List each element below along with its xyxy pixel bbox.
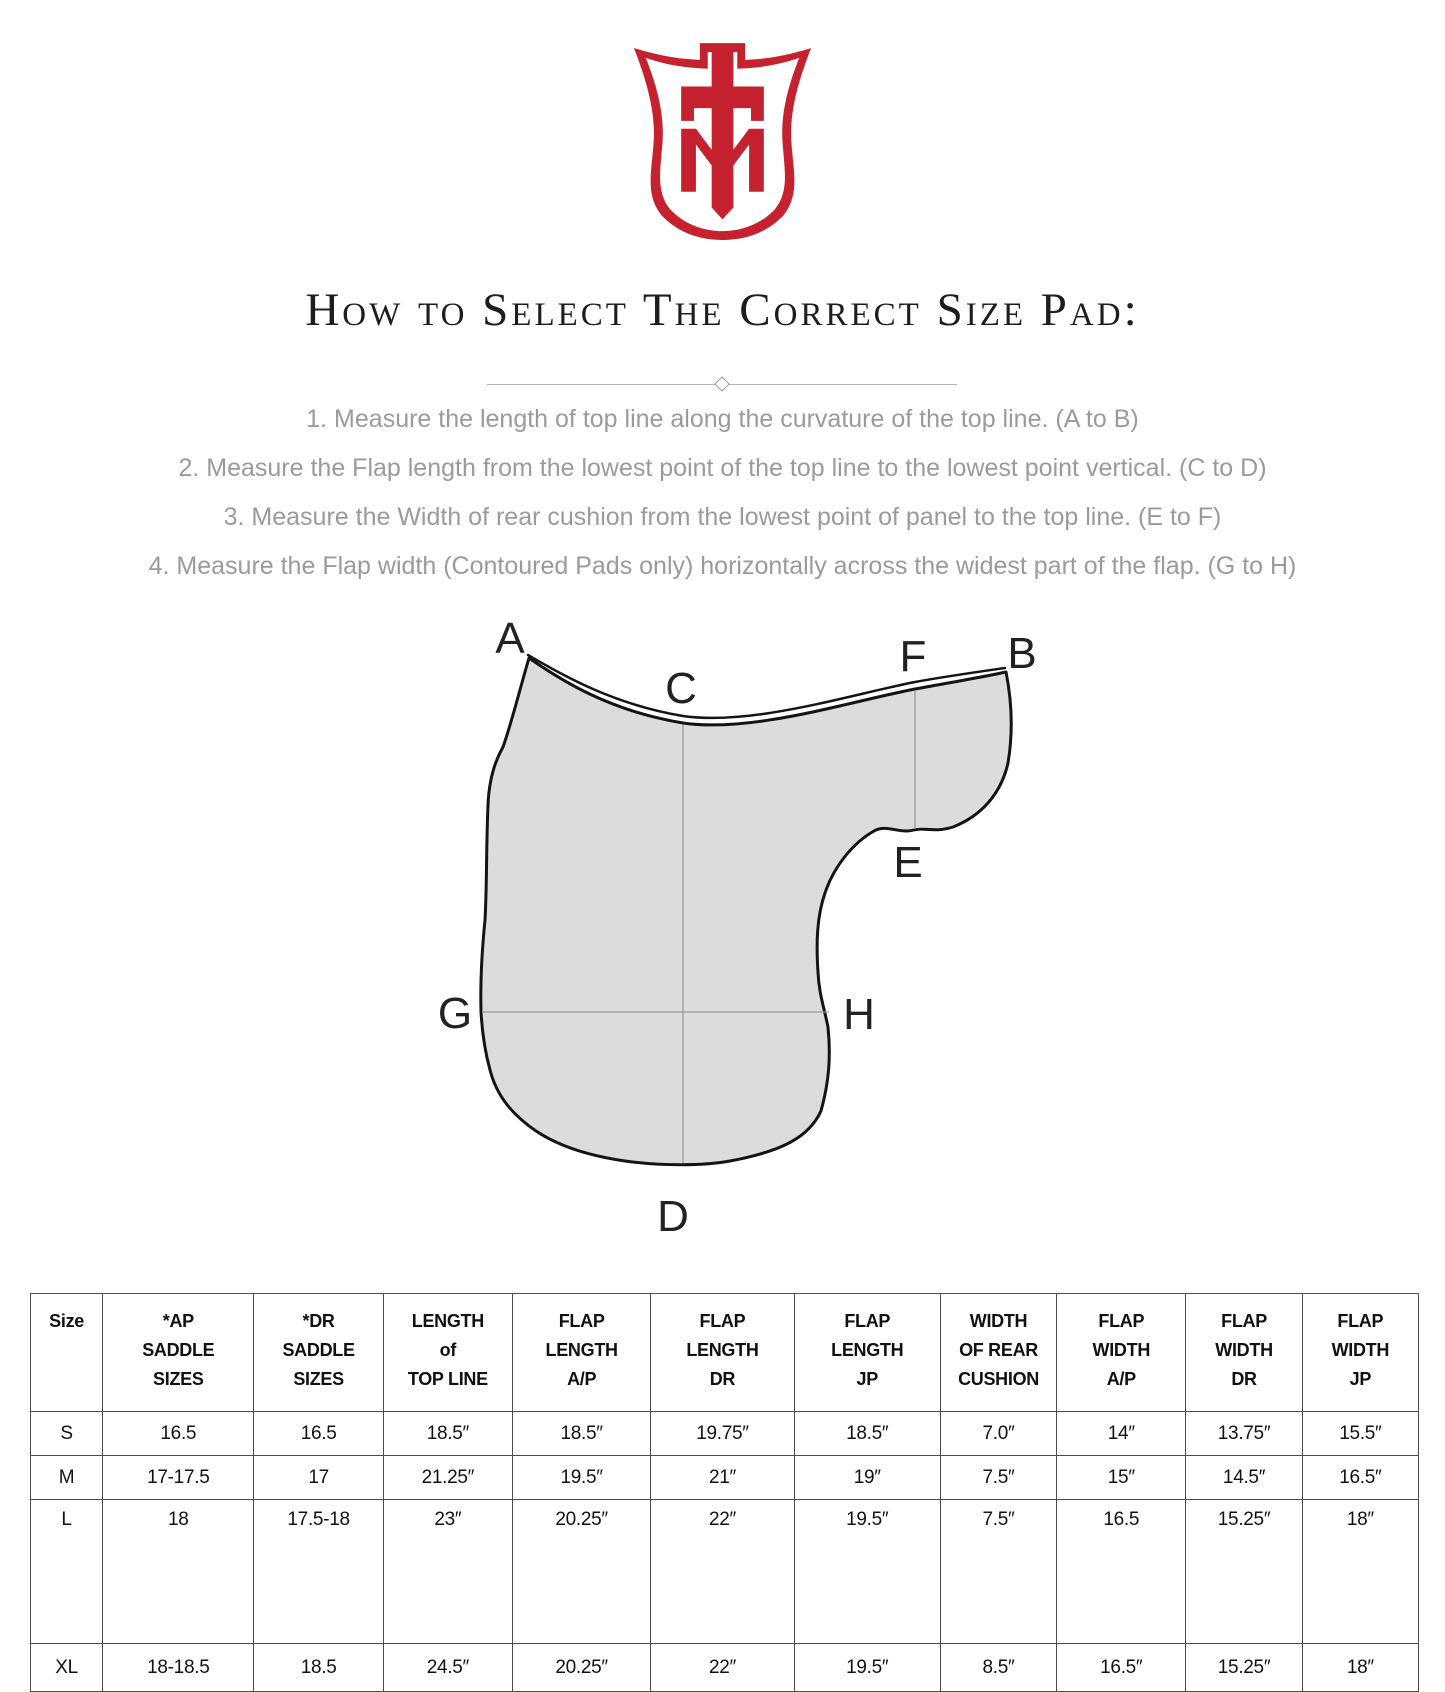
diagram-label-e: E xyxy=(893,838,923,887)
table-cell: 17 xyxy=(254,1456,383,1500)
size-cell: L xyxy=(31,1500,103,1644)
table-cell: 14.5″ xyxy=(1186,1456,1302,1500)
table-cell: 22″ xyxy=(651,1500,794,1644)
size-cell: XL xyxy=(31,1644,103,1692)
table-cell: 21.25″ xyxy=(383,1456,512,1500)
table-cell: 16.5 xyxy=(103,1412,254,1456)
size-chart-header xyxy=(31,1294,1419,1412)
column-header-8: FLAP WIDTH A/P xyxy=(1057,1294,1186,1412)
column-header-9: FLAP WIDTH DR xyxy=(1186,1294,1302,1412)
table-cell: 18.5 xyxy=(254,1644,383,1692)
table-cell: 20.25″ xyxy=(512,1644,650,1692)
diagram-label-a: A xyxy=(495,614,525,663)
table-cell: 18 xyxy=(103,1500,254,1644)
table-cell: 17.5-18 xyxy=(254,1500,383,1644)
table-cell: 7.0″ xyxy=(940,1412,1056,1456)
column-header-10: FLAP WIDTH JP xyxy=(1302,1294,1418,1412)
table-cell: 23″ xyxy=(383,1500,512,1644)
table-cell: 18.5″ xyxy=(794,1412,940,1456)
table-cell: 19.5″ xyxy=(512,1456,650,1500)
table-cell: 15.5″ xyxy=(1302,1412,1418,1456)
table-cell: 15″ xyxy=(1057,1456,1186,1500)
size-cell: S xyxy=(31,1412,103,1456)
table-cell: 16.5 xyxy=(1057,1500,1186,1644)
divider-diamond-icon xyxy=(714,376,730,392)
table-cell: 16.5″ xyxy=(1302,1456,1418,1500)
monogram-t-stem xyxy=(712,52,734,219)
divider xyxy=(487,377,957,391)
table-row-l xyxy=(31,1500,1419,1644)
column-header-1: *AP SADDLE SIZES xyxy=(103,1294,254,1412)
size-chart-body xyxy=(31,1412,1419,1692)
column-header-5: FLAP LENGTH DR xyxy=(651,1294,794,1412)
pad-outline xyxy=(481,658,1012,1165)
table-cell: 22″ xyxy=(651,1644,794,1692)
table-cell: 21″ xyxy=(651,1456,794,1500)
shield-shape xyxy=(634,43,811,240)
diagram-label-b: B xyxy=(1007,629,1037,678)
table-cell: 14″ xyxy=(1057,1412,1186,1456)
diagram-label-d: D xyxy=(657,1192,689,1241)
table-cell: 7.5″ xyxy=(940,1500,1056,1644)
table-cell: 20.25″ xyxy=(512,1500,650,1644)
table-cell: 17-17.5 xyxy=(103,1456,254,1500)
diagram-label-g: G xyxy=(437,989,473,1038)
table-cell: 13.75″ xyxy=(1186,1412,1302,1456)
column-header-4: FLAP LENGTH A/P xyxy=(512,1294,650,1412)
diagram-label-h: H xyxy=(843,990,875,1039)
diagram-label-f: F xyxy=(899,632,927,681)
instruction-step-4: 4. Measure the Flap width (Contoured Pads only) horizontally across the widest part of the flap. (G to H) xyxy=(148,552,1297,580)
instruction-step-3: 3. Measure the Width of rear cushion from the lowest point of panel to the top line. (E to F) xyxy=(223,503,1222,531)
diagram-label-c: C xyxy=(665,664,697,713)
table-cell: 16.5″ xyxy=(1057,1644,1186,1692)
brand-logo-tm-shield-icon xyxy=(629,42,816,249)
instruction-step-1: 1. Measure the length of top line along the curvature of the top line. (A to B) xyxy=(306,405,1139,433)
column-header-6: FLAP LENGTH JP xyxy=(794,1294,940,1412)
table-cell: 18.5″ xyxy=(383,1412,512,1456)
table-cell: 24.5″ xyxy=(383,1644,512,1692)
table-cell: 18″ xyxy=(1302,1500,1418,1644)
table-cell: 18.5″ xyxy=(512,1412,650,1456)
saddle-pad-diagram xyxy=(400,575,1050,1255)
table-row-m xyxy=(31,1456,1419,1500)
header-row xyxy=(31,1294,1419,1412)
size-chart-table xyxy=(30,1293,1419,1692)
column-header-0: Size xyxy=(31,1294,103,1412)
column-header-2: *DR SADDLE SIZES xyxy=(254,1294,383,1412)
table-cell: 18-18.5 xyxy=(103,1644,254,1692)
page-title: How to Select The Correct Size Pad: xyxy=(305,284,1140,336)
table-cell: 8.5″ xyxy=(940,1644,1056,1692)
column-header-3: LENGTH of TOP LINE xyxy=(383,1294,512,1412)
table-cell: 7.5″ xyxy=(940,1456,1056,1500)
table-cell: 15.25″ xyxy=(1186,1644,1302,1692)
table-row-s xyxy=(31,1412,1419,1456)
table-cell: 18″ xyxy=(1302,1644,1418,1692)
table-cell: 15.25″ xyxy=(1186,1500,1302,1644)
column-header-7: WIDTH OF REAR CUSHION xyxy=(940,1294,1056,1412)
table-cell: 19″ xyxy=(794,1456,940,1500)
table-cell: 19.5″ xyxy=(794,1644,940,1692)
table-cell: 19.5″ xyxy=(794,1500,940,1644)
table-cell: 19.75″ xyxy=(651,1412,794,1456)
table-row-xl xyxy=(31,1644,1419,1692)
instruction-list xyxy=(0,395,1445,591)
table-cell: 16.5 xyxy=(254,1412,383,1456)
instruction-step-2: 2. Measure the Flap length from the lowest point of the top line to the lowest point vertical. (C to D) xyxy=(178,454,1267,482)
size-cell: M xyxy=(31,1456,103,1500)
